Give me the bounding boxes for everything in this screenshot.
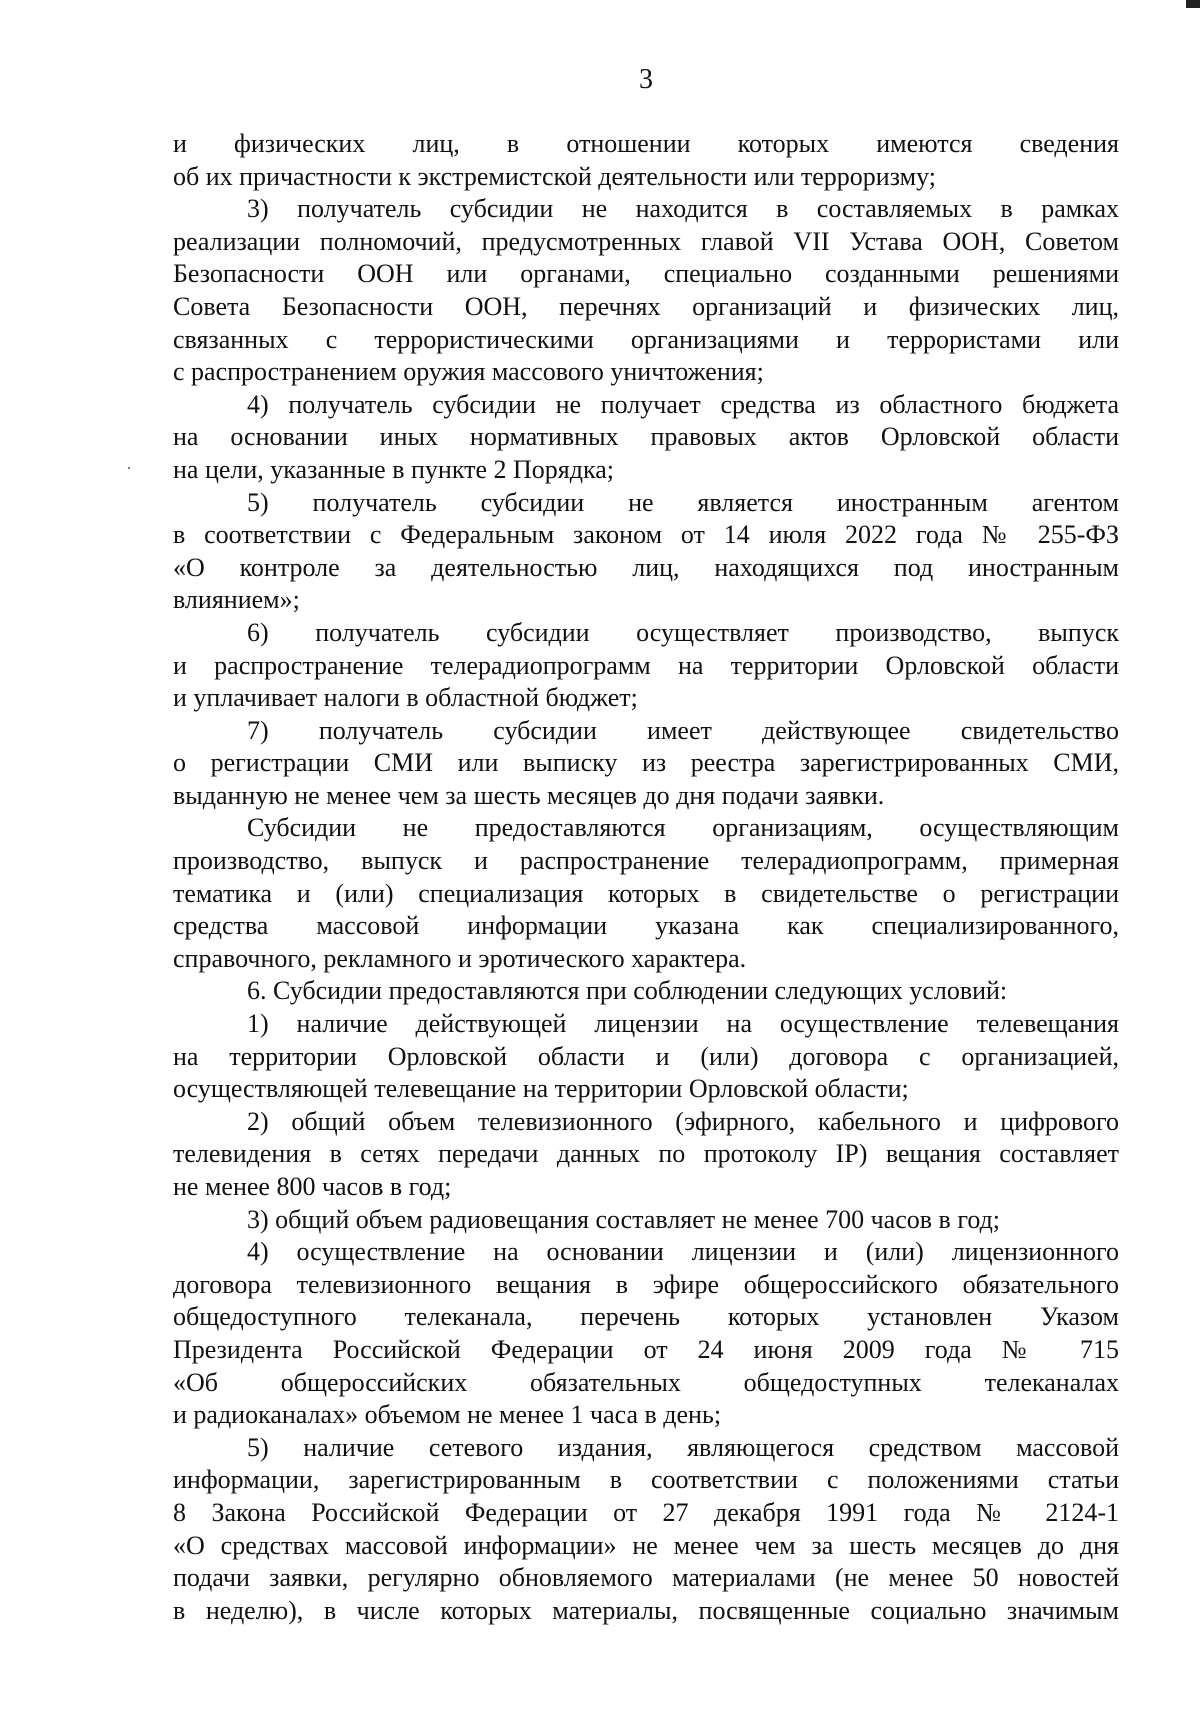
text-line: осуществляющей телевещание на территории Орловской области; (173, 1074, 909, 1104)
text-line: реализации полномочий, предусмотренных главой VII Устава ООН, Советом (173, 226, 1119, 256)
text-line: договора телевизионного вещания в эфире общероссийского обязательного (173, 1269, 1119, 1299)
text-line: 7) получатель субсидии имеет действующее свидетельство (247, 715, 1119, 745)
text-line: 4) осуществление на основании лицензии и (или) лицензионного (247, 1237, 1119, 1267)
text-line: 5) наличие сетевого издания, являющегося средством массовой (247, 1432, 1119, 1462)
page-number: 3 (639, 64, 653, 95)
text-line: не менее 800 часов в год; (173, 1172, 452, 1201)
text-line: телевидения в сетях передачи данных по протоколу IP) вещания составляет (173, 1139, 1119, 1169)
text-line: общедоступного телеканала, перечень которых установлен Указом (173, 1302, 1119, 1332)
text-line: 6. Субсидии предоставляются при соблюдении следующих условий: (247, 976, 1008, 1006)
text-line: «О контроле за деятельностью лиц, находящихся под иностранным (173, 552, 1119, 582)
text-line: Безопасности ООН или органами, специально созданными решениями (173, 259, 1119, 289)
text-line: о регистрации СМИ или выписку из реестра зарегистрированных СМИ, (173, 748, 1119, 778)
text-line: средства массовой информации указана как специализированного, (173, 911, 1119, 941)
text-line: «О средствах массовой информации» не менее чем за шесть месяцев до дня (173, 1530, 1119, 1560)
text-line: об их причастности к экстремистской деятельности или терроризму; (173, 161, 936, 191)
text-line: «Об общероссийских обязательных общедоступных телеканалах (173, 1367, 1119, 1397)
scan-speck (128, 467, 130, 469)
text-line: 1) наличие действующей лицензии на осуществление телевещания (247, 1009, 1119, 1039)
text-line: влиянием»; (173, 585, 300, 615)
text-line: на цели, указанные в пункте 2 Порядка; (173, 454, 614, 484)
text-line: Субсидии не предоставляются организациям, осуществляющим (247, 813, 1119, 843)
text-line: 5) получатель субсидии не является иностранным агентом (247, 487, 1119, 517)
text-line: на территории Орловской области и (или) договора с организацией, (173, 1041, 1119, 1071)
text-line: выданную не менее чем за шесть месяцев до дня подачи заявки. (173, 780, 885, 810)
text-line: 3) получатель субсидии не находится в составляемых в рамках (247, 194, 1119, 224)
text-line: и радиоканалах» объемом не менее 1 часа в день; (173, 1400, 722, 1430)
text-line: 3) общий объем радиовещания составляет не менее 700 часов в год; (247, 1204, 1001, 1234)
document-body (173, 128, 1119, 1627)
text-line: с распространением оружия массового уничтожения; (173, 357, 764, 387)
text-line: и уплачивает налоги в областной бюджет; (173, 683, 638, 713)
text-line: Совета Безопасности ООН, перечнях организаций и физических лиц, (173, 291, 1119, 321)
text-line: 2) общий объем телевизионного (эфирного, кабельного и цифрового (247, 1106, 1119, 1136)
text-line: справочного, рекламного и эротического характера. (173, 943, 747, 973)
text-line: производство, выпуск и распространение телерадиопрограмм, примерная (173, 846, 1119, 876)
text-line: 4) получатель субсидии не получает средства из областного бюджета (247, 389, 1119, 419)
text-line: на основании иных нормативных правовых актов Орловской области (173, 422, 1119, 452)
text-line: и физических лиц, в отношении которых имеются сведения (173, 129, 1119, 158)
text-line: и распространение телерадиопрограмм на территории Орловской области (173, 650, 1119, 680)
text-line: 8 Закона Российской Федерации от 27 декабря 1991 года № 2124-1 (173, 1497, 1119, 1527)
text-line: информации, зарегистрированным в соответствии с положениями статьи (173, 1465, 1119, 1495)
text-line: связанных с террористическими организациями и террористами или (173, 324, 1119, 354)
text-line: 6) получатель субсидии осуществляет производство, выпуск (247, 617, 1119, 647)
text-line: в неделю), в числе которых материалы, посвященные социально значимым (173, 1595, 1119, 1625)
text-line: Президента Российской Федерации от 24 июня 2009 года № 715 (173, 1334, 1119, 1364)
text-line: в соответствии с Федеральным законом от 14 июля 2022 года № 255-ФЗ (173, 520, 1119, 550)
text-line: подачи заявки, регулярно обновляемого материалами (не менее 50 новостей (173, 1563, 1119, 1593)
text-line: тематика и (или) специализация которых в свидетельстве о регистрации (173, 878, 1119, 908)
scan-corner-mark (1186, 0, 1200, 8)
